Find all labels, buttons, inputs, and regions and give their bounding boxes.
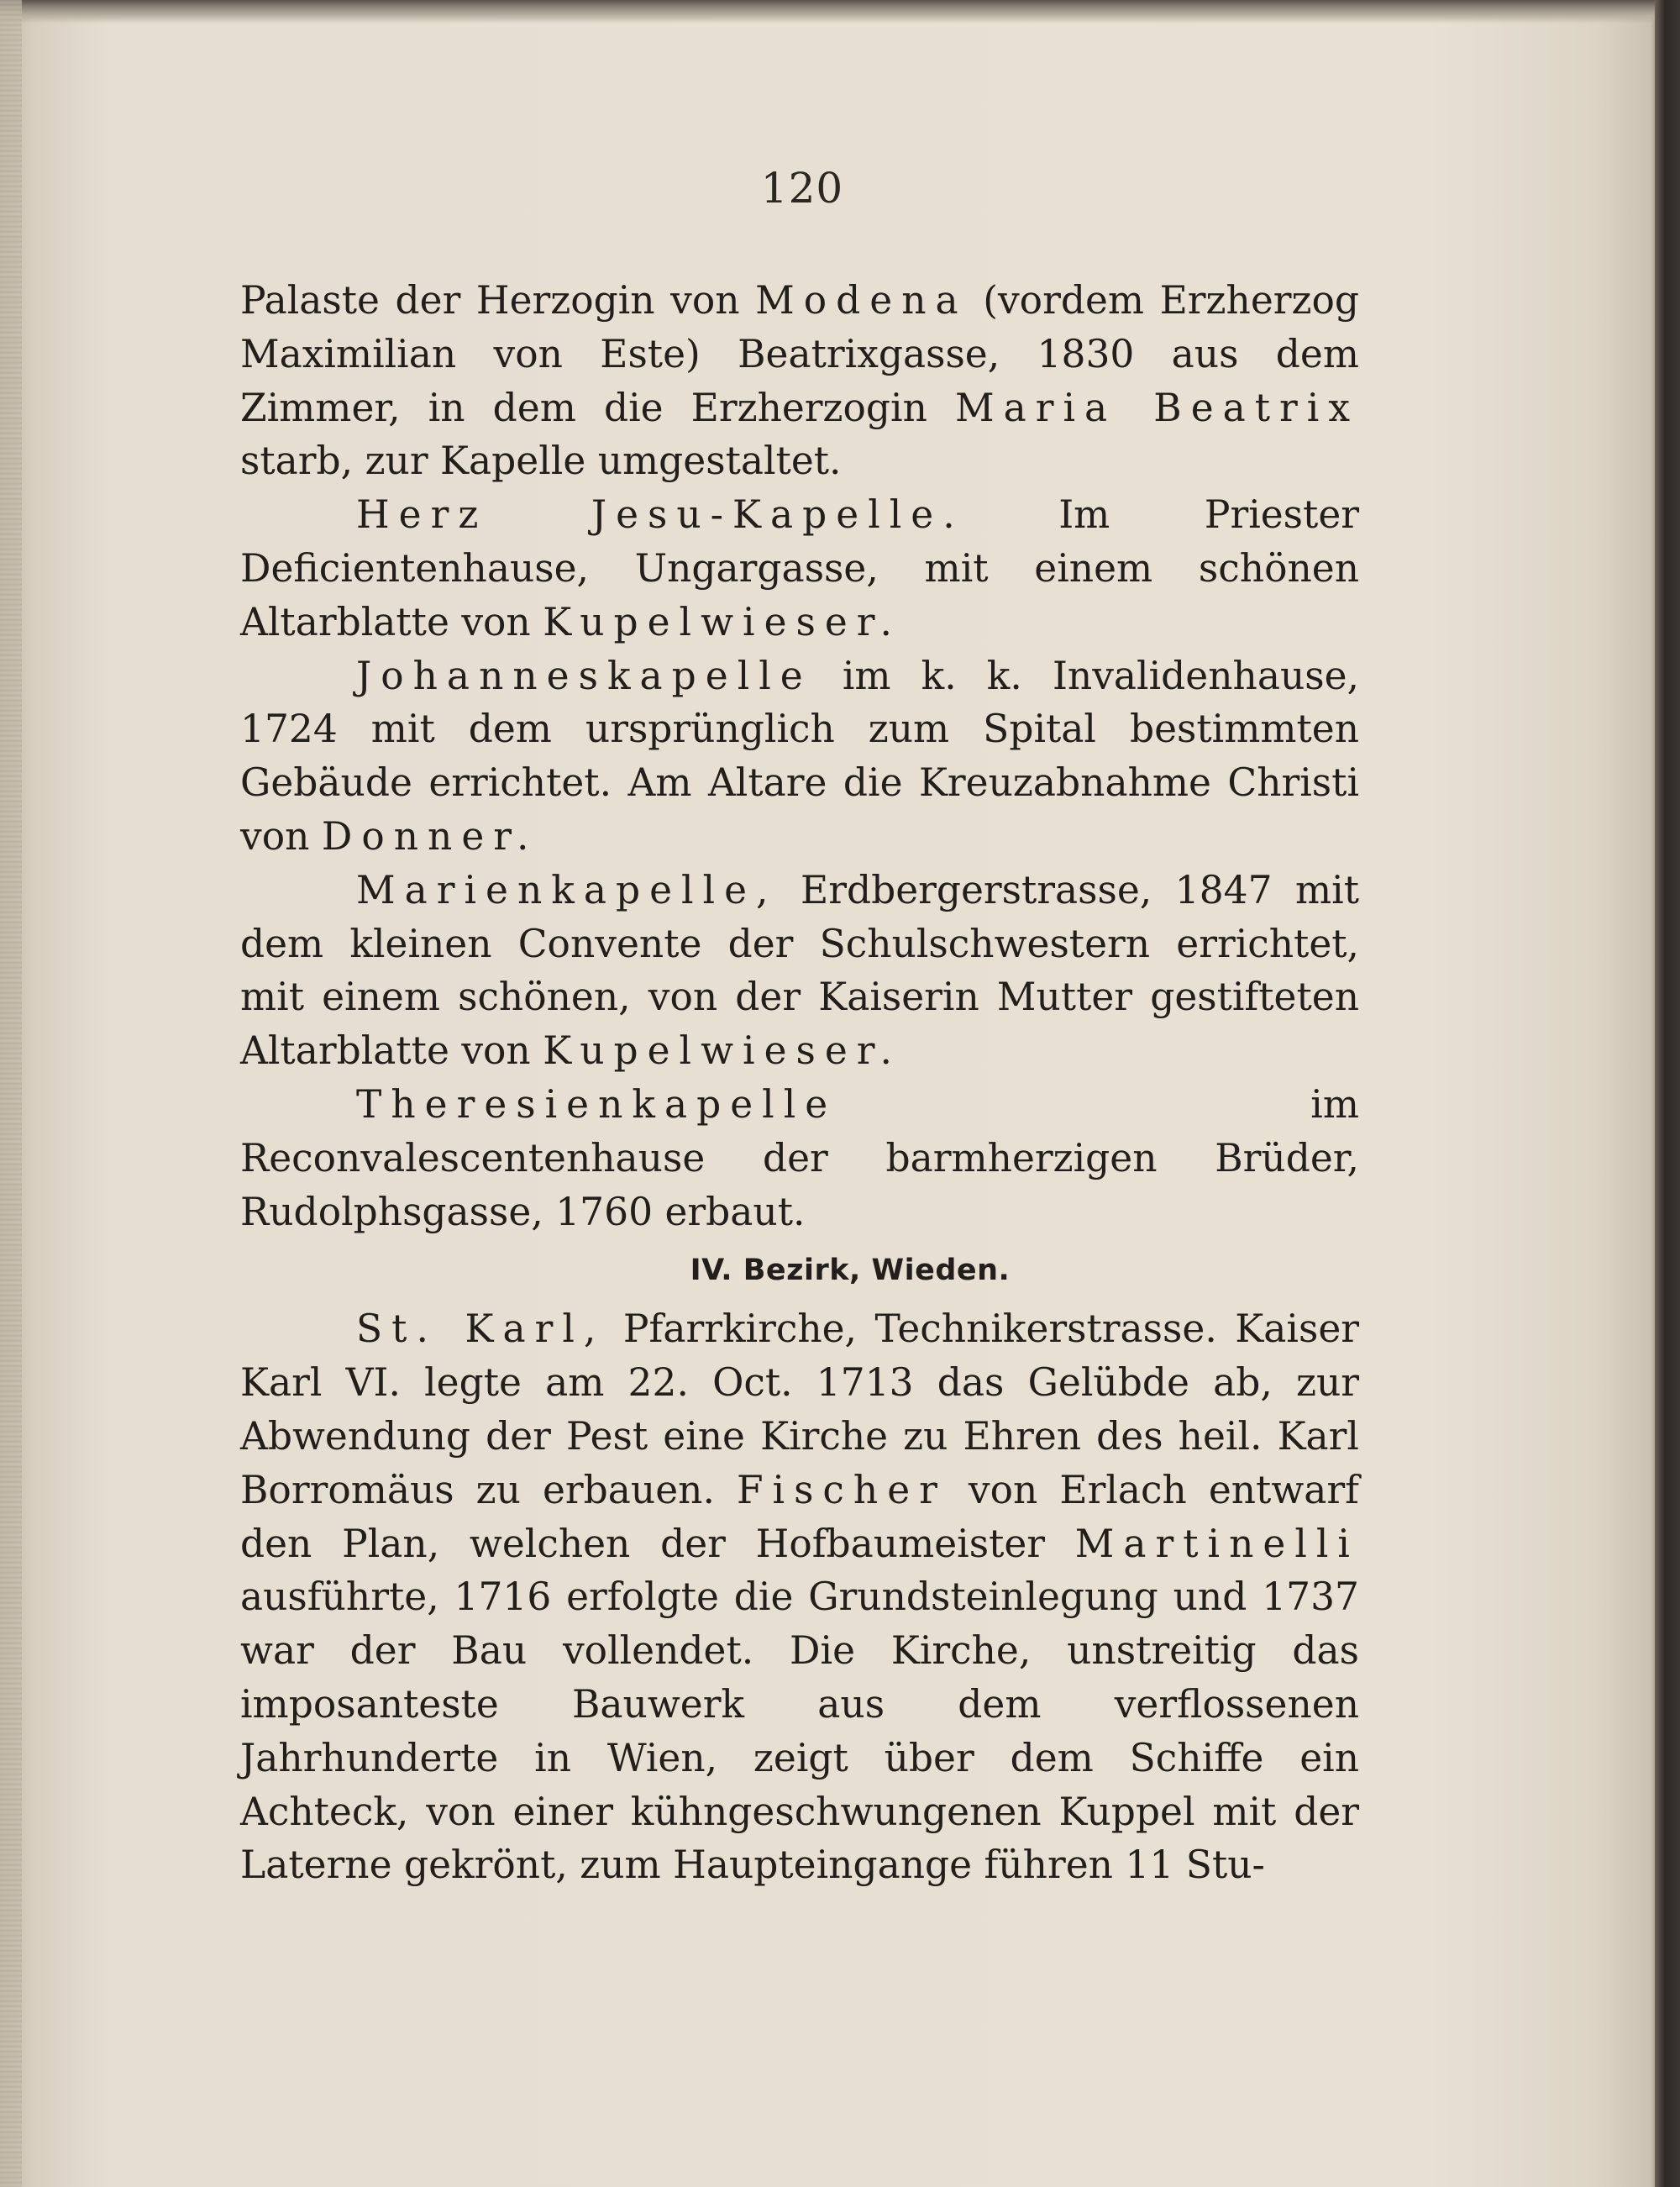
spaced-name-modena: Modena [755, 278, 968, 323]
page-top-edge [0, 0, 1680, 24]
text-segment: im k. k. Invalidenhause, 1724 mit dem ursprünglich zum Spital bestimmten Gebäude errichtet. Am Altare die Kreuzabnahme Christi von [240, 653, 1359, 859]
spaced-name-fischer: Fischer [736, 1467, 947, 1512]
spaced-name-donner: Donner. [321, 813, 538, 859]
paragraph-theresienkapelle [240, 1078, 1359, 1238]
section-heading-bezirk-wieden: IV. Bezirk, Wieden. [690, 1254, 1011, 1288]
spaced-name-st-karl: St. Karl, [356, 1306, 606, 1352]
book-binding-edge [1655, 0, 1680, 2187]
spaced-name-kupelwieser: Kupelwieser. [543, 599, 902, 644]
paragraph-marienkapelle [240, 864, 1359, 1078]
spaced-name-martinelli: Martinelli [1074, 1521, 1359, 1566]
spaced-name-johanneskapelle: Johanneskapelle [356, 653, 812, 698]
text-segment: Palaste der Herzogin von [240, 278, 756, 323]
text-segment: Pfarrkirche, Technikerstrasse. Kaiser Karl VI. legte am 22. Oct. 1713 das Gelübde ab, zur Abwendung der Pest eine Kirche zu Ehren des heil. Karl Borromäus zu erbauen. [240, 1306, 1360, 1512]
text-segment: starb, zur Kapelle umgestaltet. [240, 439, 842, 484]
page-left-edge [0, 0, 22, 2187]
text-segment: im Reconvalescentenhause der barmherzigen Brüder, Rudolphsgasse, 1760 erbaut. [240, 1081, 1359, 1234]
page-number: 120 [760, 164, 844, 213]
text-segment: Im Priester Deficientenhause, Ungargasse, mit einem schönen Altarblatte von [240, 492, 1359, 644]
paragraph-st-karl [240, 1302, 1359, 1892]
text-segment: Erdbergerstrasse, 1847 mit dem kleinen Convente der Schulschwestern errichtet, mit einem schönen, von der Kaiserin Mutter gestifteten Altarblatte von [240, 867, 1359, 1074]
spaced-name-marienkapelle: Marienkapelle, [356, 867, 778, 912]
spaced-name-theresienkapelle: Theresienkapelle [356, 1081, 837, 1127]
text-segment: von Erlach entwarf den Plan, welchen der Hofbaumeister [240, 1467, 1359, 1566]
paragraph-herz-jesu-kapelle [240, 488, 1359, 649]
paragraph-johanneskapelle [240, 649, 1359, 864]
spaced-name-maria-beatrix: Maria Beatrix [955, 385, 1359, 430]
text-segment: ausführte, 1716 erfolgte die Grundsteinlegung und 1737 war der Bau vollendet. Die Kirche, unstreitig das imposanteste Bauwerk aus dem verflossenen Jahrhunderte in Wien, zeigt über dem Schiffe ein Achteck, von einer kühngeschwungenen Kuppel mit der Laterne gekrönt, zum Haupteingange führen 11 Stu- [240, 1575, 1359, 1888]
page-text-block [240, 274, 1359, 1892]
spaced-name-kupelwieser: Kupelwieser. [543, 1028, 902, 1074]
text-segment: (vordem Erzherzog Maximilian von Este) Beatrixgasse, 1830 aus dem Zimmer, in dem die Erzherzogin [240, 278, 1360, 430]
spaced-name-herz-jesu-kapelle: Herz Jesu-Kapelle. [356, 492, 964, 538]
paragraph-palaste [240, 274, 1359, 488]
